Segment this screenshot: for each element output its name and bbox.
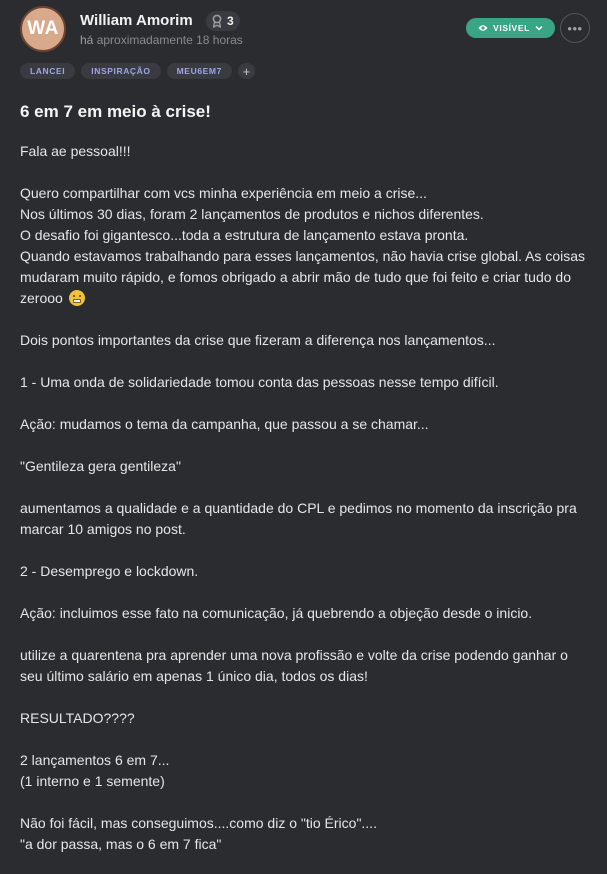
paragraph: Não foi fácil, mas conseguimos....como diz o "tio Érico".... "a dor passa, mas o 6 em 7 fica" [20, 815, 377, 852]
more-icon: ••• [567, 20, 583, 36]
paragraph: 1 - Uma onda de solidariedade tomou conta das pessoas nesse tempo difícil. [20, 374, 499, 390]
post-title: 6 em 7 em meio à crise! [20, 102, 211, 121]
visibility-label: VISÍVEL [493, 23, 530, 33]
paragraph: Fala ae pessoal!!! [20, 143, 131, 159]
more-options-button[interactable] [560, 13, 590, 43]
post-header [0, 0, 607, 58]
visibility-dropdown[interactable] [466, 18, 555, 38]
tag-inspiracao[interactable]: INSPIRAÇÃO [81, 63, 160, 79]
paragraph: "Gentileza gera gentileza" [20, 458, 181, 474]
paragraph: Ação: incluimos esse fato na comunicação, já quebrendo a objeção desde o inicio. [20, 605, 533, 621]
paragraph: aumentamos a qualidade e a quantidade do CPL e pedimos no momento da inscrição pra marcar 10 amigos no post. [20, 500, 577, 537]
post-body [20, 141, 590, 855]
timestamp-prefix: há [80, 33, 94, 47]
grimacing-face-icon [69, 290, 85, 306]
badge-count: 3 [227, 14, 234, 28]
tag-meu6em7[interactable]: MEU6EM7 [167, 63, 232, 79]
paragraph: Ação: mudamos o tema da campanha, que passou a se chamar... [20, 416, 429, 432]
paragraph [20, 183, 590, 309]
paragraph: RESULTADO???? [20, 710, 135, 726]
paragraph-text: Quero compartilhar com vcs minha experiência em meio a crise... Nos últimos 30 dias, foram 2 lançamentos de produtos e nichos diferentes. O desafio foi gigantesco...toda a estrutura de lançamento estava pronta. Quando estavamos trabalhando para esses lançamentos, não havia crise global. As coisas mudaram muito rápido, e fomos obrigado a abrir mão de tudo que foi feito e criar tudo do zerooo [20, 185, 586, 306]
avatar[interactable] [20, 6, 66, 52]
chevron-down-icon [535, 25, 543, 31]
avatar-initials: WA [27, 18, 59, 39]
eye-icon [478, 24, 488, 32]
paragraph: utilize a quarentena pra aprender uma nova profissão e volte da crise podendo ganhar o seu último salário em apenas 1 único dia, todos os dias! [20, 647, 568, 684]
timestamp-text: aproximadamente 18 horas [96, 33, 243, 47]
level-badge[interactable] [206, 11, 240, 31]
author-name[interactable]: William Amorim [80, 12, 193, 29]
add-tag-button[interactable]: + [238, 63, 255, 79]
post-timestamp [80, 33, 243, 47]
paragraph: 2 lançamentos 6 em 7... (1 interno e 1 semente) [20, 752, 170, 789]
tag-lancei[interactable]: LANCEI [20, 63, 75, 79]
medal-icon [210, 14, 224, 28]
paragraph: Dois pontos importantes da crise que fizeram a diferença nos lançamentos... [20, 332, 496, 348]
paragraph: 2 - Desemprego e lockdown. [20, 563, 199, 579]
tag-list [20, 63, 255, 79]
